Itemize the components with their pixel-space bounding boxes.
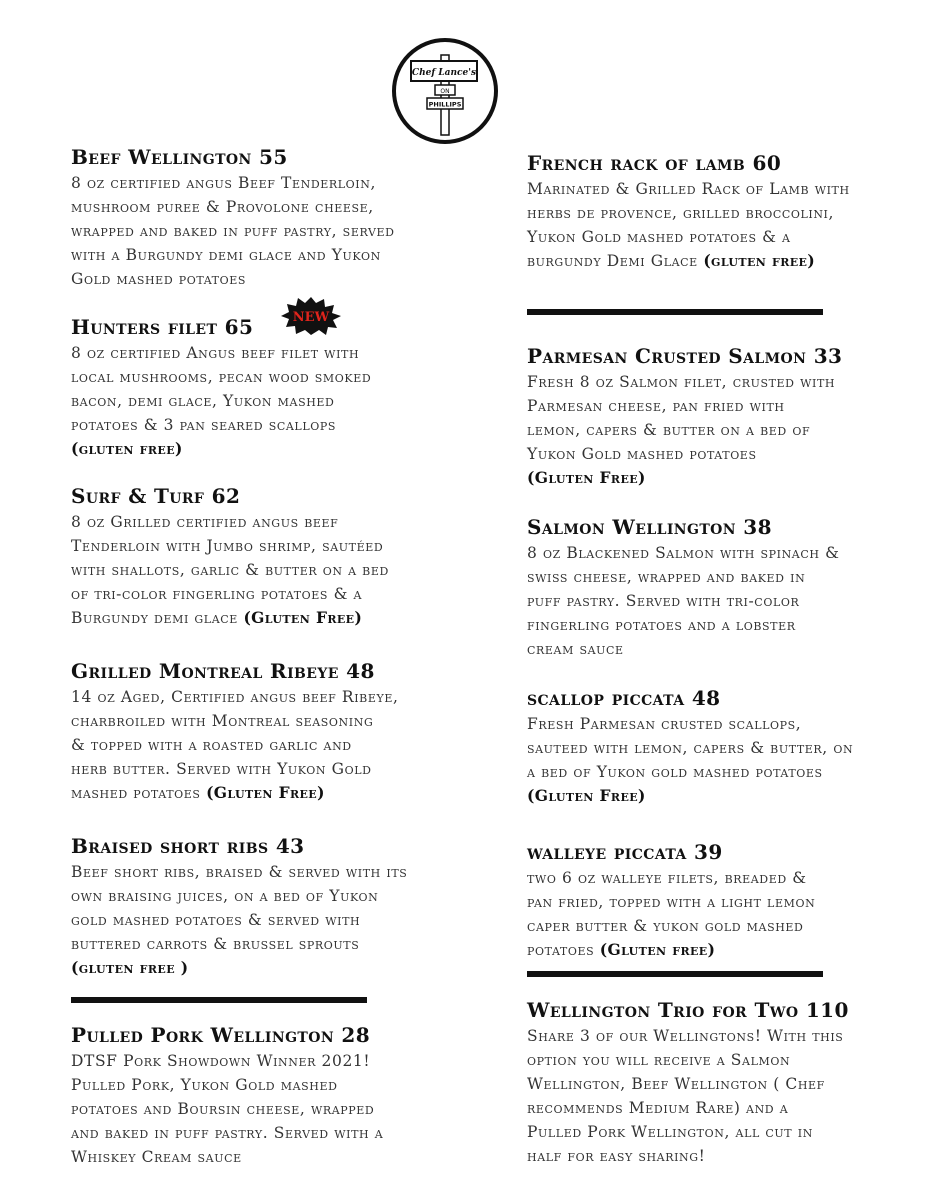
desc-line	[527, 249, 917, 273]
desc-line	[71, 781, 471, 805]
desc-line: & topped with a roasted garlic and	[71, 736, 352, 754]
desc-line: Parmesan cheese, pan fried with	[527, 397, 785, 415]
desc-line: wrapped and baked in puff pastry, served	[71, 222, 395, 240]
item-title: Hunters filet 65	[71, 315, 254, 339]
item-description	[527, 370, 917, 490]
desc-line: 14 oz Aged, Certified angus beef Ribeye,	[71, 688, 399, 706]
desc-line-text: Burgundy demi glace	[71, 609, 238, 627]
desc-line: Fresh Parmesan crusted scallops,	[527, 715, 802, 733]
desc-line: with a Burgundy demi glace and Yukon	[71, 246, 381, 264]
logo-text-2: ON	[440, 88, 450, 95]
divider	[527, 309, 823, 315]
menu-item-hunters-filet	[71, 315, 471, 461]
desc-line: Beef short ribs, braised & served with its	[71, 863, 408, 881]
desc-line: Gold mashed potatoes	[71, 270, 246, 288]
divider	[527, 971, 823, 977]
desc-line: a bed of Yukon gold mashed potatoes	[527, 763, 823, 781]
desc-line	[71, 606, 471, 630]
item-title: Braised short ribs 43	[71, 834, 305, 858]
desc-line: Whiskey Cream sauce	[71, 1148, 242, 1166]
desc-line: 8 oz certified Angus beef filet with	[71, 344, 360, 362]
menu-item-wellington-trio	[527, 998, 917, 1168]
desc-line: and baked in puff pastry. Served with a	[71, 1124, 384, 1142]
gluten-free-label: (gluten free)	[71, 439, 183, 458]
item-description	[71, 685, 471, 805]
item-description	[527, 866, 917, 962]
desc-line: local mushrooms, pecan wood smoked	[71, 368, 372, 386]
desc-line-text: potatoes	[527, 941, 595, 959]
desc-line: mushroom puree & Provolone cheese,	[71, 198, 374, 216]
item-description	[71, 510, 471, 630]
item-title: Parmesan Crusted Salmon 33	[527, 344, 843, 368]
desc-line	[527, 938, 917, 962]
menu-item-rack-of-lamb	[527, 151, 917, 273]
desc-line: Share 3 of our Wellingtons! With this	[527, 1027, 844, 1045]
menu-item-scallop-piccata	[527, 686, 917, 808]
item-title: scallop piccata 48	[527, 686, 721, 710]
desc-line: Wellington, Beef Wellington ( Chef	[527, 1075, 825, 1093]
restaurant-logo	[391, 37, 499, 145]
desc-line: Fresh 8 oz Salmon filet, crusted with	[527, 373, 836, 391]
desc-line-text: mashed potatoes	[71, 784, 207, 802]
desc-line: fingerling potatoes and a lobster	[527, 616, 796, 634]
item-description	[527, 177, 917, 273]
menu-item-salmon-wellington	[527, 515, 917, 661]
desc-line: recommends Medium Rare) and a	[527, 1099, 789, 1117]
desc-line: option you will receive a Salmon	[527, 1051, 791, 1069]
desc-line: cream sauce	[527, 640, 624, 658]
item-title: Salmon Wellington 38	[527, 515, 772, 539]
desc-line: Yukon Gold mashed potatoes & a	[527, 228, 791, 246]
logo-text-1: Chef Lance's	[411, 68, 477, 78]
item-description	[71, 341, 471, 461]
menu-item-montreal-ribeye	[71, 659, 471, 805]
desc-line: swiss cheese, wrapped and baked in	[527, 568, 806, 586]
gluten-free-label: (gluten free)	[703, 251, 816, 270]
gluten-free-label: (Gluten Free)	[527, 468, 646, 487]
item-description	[527, 712, 917, 808]
item-title: French rack of lamb 60	[527, 151, 782, 175]
gluten-free-label: (gluten free )	[71, 958, 189, 977]
item-title: Pulled Pork Wellington 28	[71, 1023, 371, 1047]
desc-line: gold mashed potatoes & served with	[71, 911, 361, 929]
desc-line: Pulled Pork, Yukon Gold mashed	[71, 1076, 338, 1094]
menu-item-surf-turf	[71, 484, 471, 630]
gluten-free-label: (Gluten Free)	[243, 608, 363, 627]
desc-line: pan fried, topped with a light lemon	[527, 893, 816, 911]
desc-line: caper butter & yukon gold mashed	[527, 917, 804, 935]
desc-line: DTSF Pork Showdown Winner 2021!	[71, 1052, 371, 1070]
desc-line: half for easy sharing!	[527, 1147, 706, 1165]
desc-line: two 6 oz walleye filets, breaded &	[527, 869, 807, 887]
item-title: Beef Wellington 55	[71, 145, 288, 169]
item-title: Surf & Turf 62	[71, 484, 241, 508]
desc-line: Pulled Pork Wellington, all cut in	[527, 1123, 813, 1141]
desc-line: Marinated & Grilled Rack of Lamb with	[527, 180, 850, 198]
desc-line: herbs de provence, grilled broccolini,	[527, 204, 835, 222]
item-description	[71, 171, 471, 291]
desc-line: with shallots, garlic & butter on a bed	[71, 561, 389, 579]
desc-line: sauteed with lemon, capers & butter, on	[527, 739, 854, 757]
gluten-free-label: (Gluten free)	[599, 940, 716, 959]
desc-line: herb butter. Served with Yukon Gold	[71, 760, 372, 778]
desc-line: charbroiled with Montreal seasoning	[71, 712, 374, 730]
desc-line: 8 oz certified angus Beef Tenderloin,	[71, 174, 376, 192]
item-title: walleye piccata 39	[527, 840, 723, 864]
desc-line: buttered carrots & brussel sprouts	[71, 935, 360, 953]
item-title: Wellington Trio for Two 110	[527, 998, 849, 1022]
desc-line: Tenderloin with Jumbo shrimp, sautéed	[71, 537, 384, 555]
desc-line: own braising juices, on a bed of Yukon	[71, 887, 379, 905]
desc-line-text: burgundy Demi Glace	[527, 252, 698, 270]
logo-text-3: PHILLIPS	[428, 100, 462, 109]
item-description	[527, 1024, 917, 1168]
desc-line: potatoes and Boursin cheese, wrapped	[71, 1100, 375, 1118]
gluten-free-label: (Gluten Free)	[527, 786, 646, 805]
menu-item-pulled-pork-wellington	[71, 1023, 471, 1169]
desc-line: 8 oz Blackened Salmon with spinach &	[527, 544, 840, 562]
desc-line: bacon, demi glace, Yukon mashed	[71, 392, 335, 410]
desc-line: 8 oz Grilled certified angus beef	[71, 513, 339, 531]
gluten-free-label: (Gluten Free)	[206, 783, 325, 802]
item-title: Grilled Montreal Ribeye 48	[71, 659, 375, 683]
desc-line: of tri-color fingerling potatoes & a	[71, 585, 363, 603]
menu-item-walleye-piccata	[527, 840, 917, 962]
desc-line: lemon, capers & butter on a bed of	[527, 421, 811, 439]
desc-line: potatoes & 3 pan seared scallops	[71, 416, 336, 434]
menu-item-short-ribs	[71, 834, 471, 980]
menu-item-parmesan-salmon	[527, 344, 917, 490]
desc-line: Yukon Gold mashed potatoes	[527, 445, 757, 463]
desc-line: puff pastry. Served with tri-color	[527, 592, 800, 610]
item-description	[71, 860, 471, 980]
divider	[71, 997, 367, 1003]
item-description	[71, 1049, 471, 1169]
new-badge-text: NEW	[292, 310, 330, 325]
menu-item-beef-wellington	[71, 145, 471, 291]
item-description	[527, 541, 917, 661]
